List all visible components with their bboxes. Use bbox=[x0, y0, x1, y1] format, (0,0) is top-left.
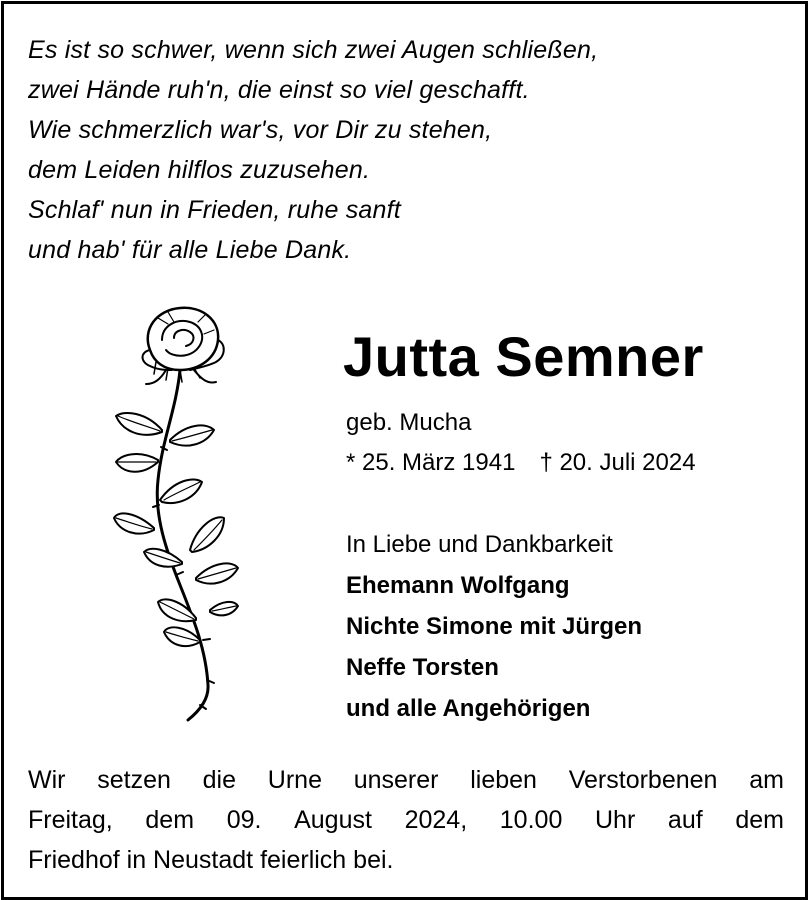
funeral-notice bbox=[28, 760, 784, 880]
birth-death-dates bbox=[346, 448, 696, 478]
notice-word: unserer bbox=[353, 766, 439, 794]
mourners-intro: In Liebe und Dankbarkeit bbox=[346, 531, 613, 558]
poem-line: zwei Hände ruh'n, die einst so viel geschafft. bbox=[28, 76, 530, 104]
poem-line: und hab' für alle Liebe Dank. bbox=[28, 236, 352, 264]
notice-word: Uhr bbox=[594, 806, 636, 834]
notice-word: Verstorbenen bbox=[568, 766, 718, 794]
mourner-name: Ehemann Wolfgang bbox=[346, 572, 570, 599]
poem-line: Wie schmerzlich war's, vor Dir zu stehen, bbox=[28, 116, 493, 144]
death-date: † 20. Juli 2024 bbox=[539, 449, 696, 476]
notice-word: dem bbox=[145, 806, 195, 834]
notice-word: die bbox=[202, 766, 237, 794]
poem-line: Es ist so schwer, wenn sich zwei Augen schließen, bbox=[28, 36, 599, 64]
notice-word: Freitag, bbox=[28, 806, 113, 834]
birth-name: geb. Mucha bbox=[346, 409, 472, 436]
notice-word: 09. bbox=[226, 806, 262, 834]
notice-word: 2024, bbox=[404, 806, 468, 834]
mourner-name: Nichte Simone mit Jürgen bbox=[346, 613, 643, 640]
poem bbox=[28, 30, 768, 270]
notice-line bbox=[28, 760, 784, 800]
mourners-block bbox=[346, 525, 642, 729]
notice-word: dem bbox=[735, 806, 784, 834]
poem-line: Schlaf' nun in Frieden, ruhe sanft bbox=[28, 196, 401, 224]
notice-word: Urne bbox=[267, 766, 322, 794]
notice-line: Friedhof in Neustadt feierlich bei. bbox=[28, 846, 394, 874]
notice-word: setzen bbox=[97, 766, 171, 794]
mourner-name: Neffe Torsten bbox=[346, 654, 499, 681]
notice-word: Wir bbox=[28, 766, 66, 794]
mourner-name: und alle Angehörigen bbox=[346, 695, 591, 722]
notice-word: 10.00 bbox=[499, 806, 563, 834]
notice-word: auf bbox=[667, 806, 703, 834]
notice-word: lieben bbox=[470, 766, 537, 794]
rose-icon bbox=[110, 300, 250, 725]
poem-line: dem Leiden hilflos zuzusehen. bbox=[28, 156, 371, 184]
notice-word: August bbox=[294, 806, 372, 834]
notice-word: am bbox=[749, 766, 784, 794]
deceased-name: Jutta Semner bbox=[343, 325, 704, 388]
birth-date: * 25. März 1941 bbox=[346, 449, 516, 476]
notice-line bbox=[28, 800, 784, 840]
